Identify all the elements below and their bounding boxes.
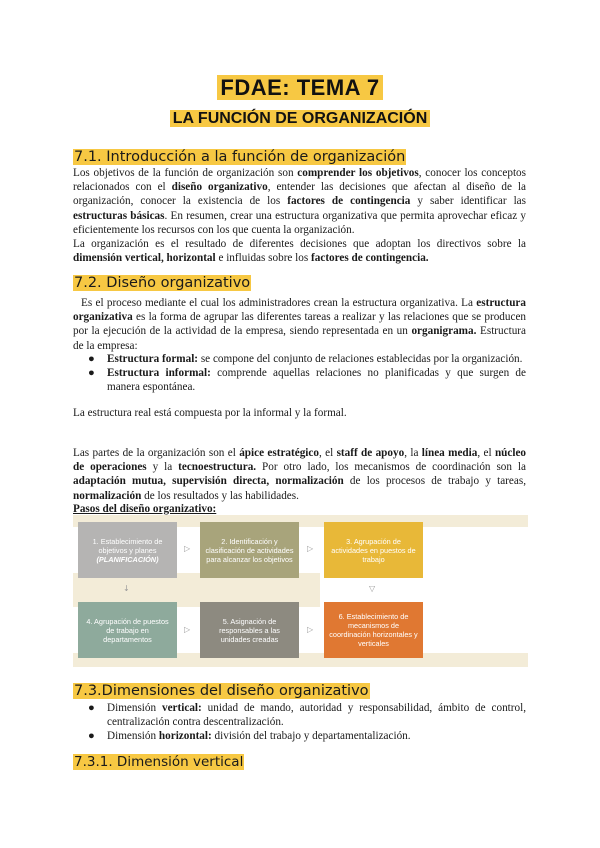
paragraph-intro-objectives: Los objetivos de la función de organización son comprender los objetivos, conocer los conceptos relacionados con el diseño organizativo, entender las decisiones que afectan al diseño de la organización, conocer la existencia de los factores de contingencia y saber identificar las estructuras básicas. En resumen, crear una estructura organizativa que permita aprovechar eficaz y eficientemente los recursos con los que cuenta la organización. <box>73 167 527 236</box>
bold-term: organigrama. <box>411 325 477 338</box>
arrow-down-icon: ▽ <box>369 584 376 593</box>
bold-term: estructura organizativa <box>73 297 526 324</box>
document-title: FDAE: TEMA 7 <box>217 75 382 100</box>
bullet-formal-structure: ● Estructura formal: se compone del conjunto de relaciones establecidas por la organización. <box>88 353 523 365</box>
bold-term: Estructura informal: <box>107 367 211 380</box>
bullet-vertical-dimension: ● Dimensión vertical: unidad de mando, autoridad y responsabilidad, ámbito de control, centralización contra descentralización. <box>88 702 526 729</box>
section-heading-7-3: 7.3.Dimensiones del diseño organizativo <box>74 683 369 699</box>
arrow-right-icon: ▷ <box>184 625 191 634</box>
arrow-right-icon: ▷ <box>184 544 191 553</box>
dimensions-bullet-list <box>73 701 526 744</box>
bold-term: adaptación mutua, supervisión directa, normalización <box>73 475 344 488</box>
paragraph-intro <box>73 166 526 265</box>
bold-term: línea media <box>421 447 478 459</box>
section-heading-7-3-1: 7.3.1. Dimensión vertical <box>74 754 244 770</box>
arrow-right-icon: ▷ <box>307 544 314 553</box>
paragraph-design-definition: Es el proceso mediante el cual los administradores crean la estructura organizativa. La estructura organizativa es la forma de agrupar las diferentes tareas a realizar y las relaciones que se producen por la ejecución de la actividad de la empresa, siendo representada en un organigrama. Estructura de la empresa: <box>73 297 526 352</box>
arrow-right-icon: ▷ <box>307 625 314 634</box>
bold-term: comprender los objetivos <box>297 167 419 179</box>
bullet-dot: ● <box>88 353 95 365</box>
bold-term: horizontal: <box>158 730 212 743</box>
bold-term: Estructura formal: <box>107 353 199 365</box>
bullet-informal-structure: ● Estructura informal: comprende aquellas relaciones no planificadas y que surgen de manera espontánea. <box>88 367 526 394</box>
section-heading-7-1: 7.1. Introducción a la función de organización <box>74 149 406 165</box>
bold-term: normalización <box>73 489 142 502</box>
structure-bullet-list <box>73 352 526 395</box>
step-box-4: 4. Agrupación de puestos de trabajo en departamentos <box>78 602 177 658</box>
step-box-1: 1. Establecimiento de objetivos y planes (PLANIFICACIÓN) <box>78 522 177 578</box>
bold-term: vertical: <box>162 702 202 714</box>
bold-term: tecnoestructura. <box>178 461 257 474</box>
document-title-wrap <box>0 75 600 101</box>
paragraph-organization-parts: Las partes de la organización son el ápice estratégico, el staff de apoyo, la línea media, el núcleo de operaciones y la tecnoestructura. Por otro lado, los mecanismos de coordinación son la adaptación mutua, supervisión directa, normalización de los procesos de trabajo y tareas, normalización de los resultados y las habilidades. <box>73 447 527 502</box>
steps-diagram <box>73 515 528 667</box>
paragraph-real-structure: La estructura real está compuesta por la informal y la formal. <box>73 407 347 419</box>
section-heading-7-2: 7.2. Diseño organizativo <box>74 275 251 291</box>
bold-term: diseño organizativo <box>171 181 268 194</box>
arrow-down-icon: ↓ <box>123 584 130 593</box>
bullet-dot: ● <box>88 702 95 714</box>
bullet-horizontal-dimension: ● Dimensión horizontal: división del trabajo y departamentalización. <box>88 730 411 743</box>
document-subtitle: LA FUNCIÓN DE ORGANIZACIÓN <box>170 110 431 127</box>
document-subtitle-wrap <box>0 110 600 128</box>
paragraph-intro-result: La organización es el resultado de diferentes decisiones que adoptan los directivos sobre la dimensión vertical, horizontal e influidas sobre los factores de contingencia. <box>73 238 526 265</box>
step-box-3: 3. Agrupación de actividades en puestos de trabajo <box>324 522 423 578</box>
bold-term: dimensión vertical, horizontal <box>73 252 216 265</box>
step-box-5: 5. Asignación de responsables a las unidades creadas <box>200 602 299 658</box>
bold-term: factores de contingencia <box>287 195 411 208</box>
paragraph-design <box>73 296 526 353</box>
bold-term: estructuras básicas <box>73 209 165 222</box>
step-box-6: 6. Establecimiento de mecanismos de coordinación horizontales y verticales <box>324 602 423 658</box>
bold-term: ápice estratégico <box>239 447 319 459</box>
bold-term: núcleo de operaciones <box>73 447 527 474</box>
bullet-dot: ● <box>88 367 95 380</box>
steps-title: Pasos del diseño organizativo: <box>73 503 217 515</box>
bold-term: staff de apoyo <box>336 447 405 459</box>
bullet-dot: ● <box>88 730 95 743</box>
step-box-2: 2. Identificación y clasificación de actividades para alcanzar los objetivos <box>200 522 299 578</box>
bold-term: factores de contingencia. <box>311 252 429 265</box>
